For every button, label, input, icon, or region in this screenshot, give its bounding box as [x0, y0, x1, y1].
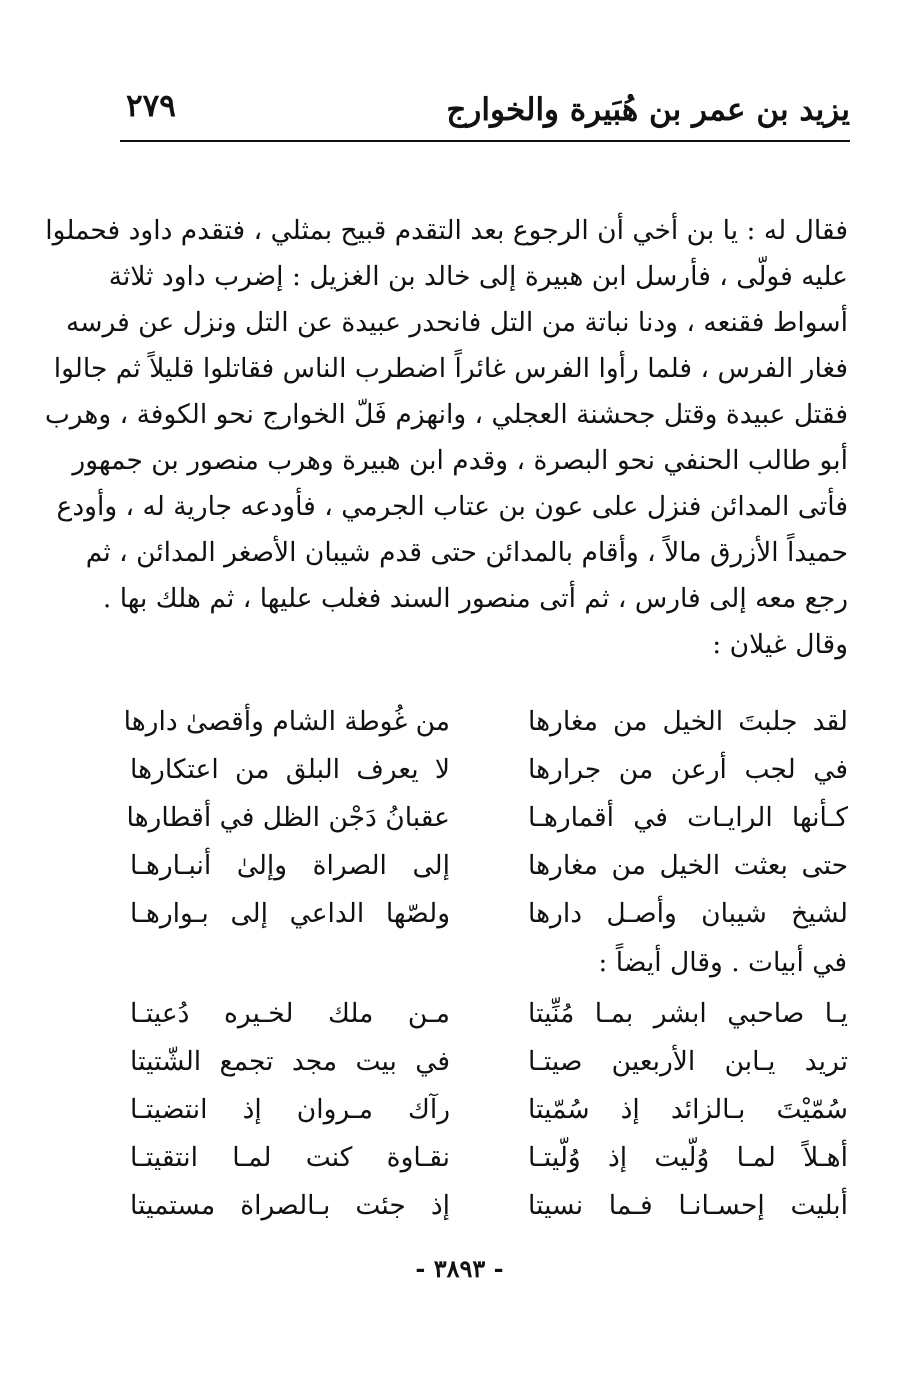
verse-second-hemistich: لا يعرف البلق من اعتكارها	[130, 754, 450, 785]
verse	[130, 990, 848, 1038]
verse-second-hemistich: نقـاوة كنت لمـا انتقيتـا	[130, 1142, 450, 1173]
verse-first-hemistich: أهـلاً لمـا وُلّيت إذ وُلّيتـا	[528, 1142, 848, 1173]
paragraph-line: فغار الفرس ، فلما رأوا الفرس غائراً اضطرب الناس فقاتلوا قليلاً ثم جالوا	[53, 353, 848, 384]
verse	[130, 842, 848, 890]
verse-first-hemistich: حتى بعثت الخيل من مغارها	[528, 850, 848, 881]
header-rule	[120, 140, 850, 142]
verse-second-hemistich: إذ جئت بـالصراة مستميتا	[130, 1190, 450, 1221]
verse	[130, 1086, 848, 1134]
verse	[123, 698, 848, 746]
paragraph-line: رجع معه إلى فارس ، ثم أتى منصور السند فغلب عليها ، ثم هلك بها .	[102, 583, 848, 614]
footer-page-number: - ٣٨٩٣ -	[415, 1254, 504, 1283]
paragraph-line: حميداً الأزرق مالاً ، وأقام بالمدائن حتى قدم شيبان الأصغر المدائن ، ثم	[85, 537, 848, 568]
verse	[130, 1038, 848, 1086]
paragraph-line: فقتل عبيدة وقتل جحشنة العجلي ، وانهزم فَلّ الخوارج نحو الكوفة ، وهرب	[44, 399, 848, 430]
paragraph-line: عليه فولّى ، فأرسل ابن هبيرة إلى خالد بن الغزيل : إضرب داود ثلاثة	[108, 261, 848, 292]
poem-intro: وقال غيلان :	[712, 629, 848, 660]
verse-first-hemistich: يـا صاحبي ابشر بمـا مُنِّيتا	[528, 998, 848, 1029]
verse-first-hemistich: في لجب أرعن من جرارها	[528, 754, 848, 785]
paragraph-line: فقال له : يا بن أخي أن الرجوع بعد التقدم قبيح بمثلي ، فتقدم داود فحملوا	[45, 215, 848, 246]
verse-first-hemistich: كـأنها الرايـات في أقمارهـا	[528, 802, 848, 833]
verse-first-hemistich: أبليت إحسـانـا فـما نسيتا	[528, 1190, 848, 1221]
verse-second-hemistich: رآك مـروان إذ انتضيتـا	[130, 1094, 450, 1125]
verse	[130, 890, 848, 938]
page-number: ٢٧٩	[126, 88, 176, 124]
verse-second-hemistich: من غُوطة الشام وأقصىٰ دارها	[123, 706, 450, 737]
verse-second-hemistich: مـن ملك لخـيره دُعيتـا	[130, 998, 450, 1029]
verse-first-hemistich: لقد جلبتَ الخيل من مغارها	[528, 706, 848, 737]
verse	[130, 1182, 848, 1230]
paragraph-line: فأتى المدائن فنزل على عون بن عتاب الجرمي ، فأودعه جارية له ، وأودع	[56, 491, 848, 522]
paragraph-line: أسواط فقنعه ، ودنا نباتة من التل فانحدر عبيدة عن التل ونزل عن فرسه	[66, 307, 848, 338]
verse-second-hemistich: عقبانُ دَجْن الظل في أقطارها	[126, 802, 450, 833]
verse	[126, 794, 848, 842]
verse-first-hemistich: سُمّيْتَ بـالزائد إذ سُمّيتا	[528, 1094, 848, 1125]
paragraph-line: أبو طالب الحنفي نحو البصرة ، وقدم ابن هبيرة وهرب منصور بن جمهور	[72, 445, 848, 476]
body-text	[44, 208, 848, 668]
running-title: يزيد بن عمر بن هُبَيرة والخوارج	[446, 92, 850, 128]
verse	[130, 1134, 848, 1182]
verse-first-hemistich: تريد يـابن الأربعين صيتـا	[528, 1046, 848, 1077]
verse	[130, 746, 848, 794]
page-header	[120, 88, 850, 144]
verse-first-hemistich: لشيخ شيبان وأصـل دارها	[528, 898, 848, 929]
verse-second-hemistich: في بيت مجد تجمع الشّتيتا	[130, 1046, 450, 1077]
verse-second-hemistich: إلى الصراة وإلىٰ أنبـارهـا	[130, 850, 450, 881]
verse-second-hemistich: ولصّها الداعي إلى بـوارهـا	[130, 898, 450, 929]
poem-intro: في أبيات . وقال أيضاً :	[598, 947, 847, 978]
